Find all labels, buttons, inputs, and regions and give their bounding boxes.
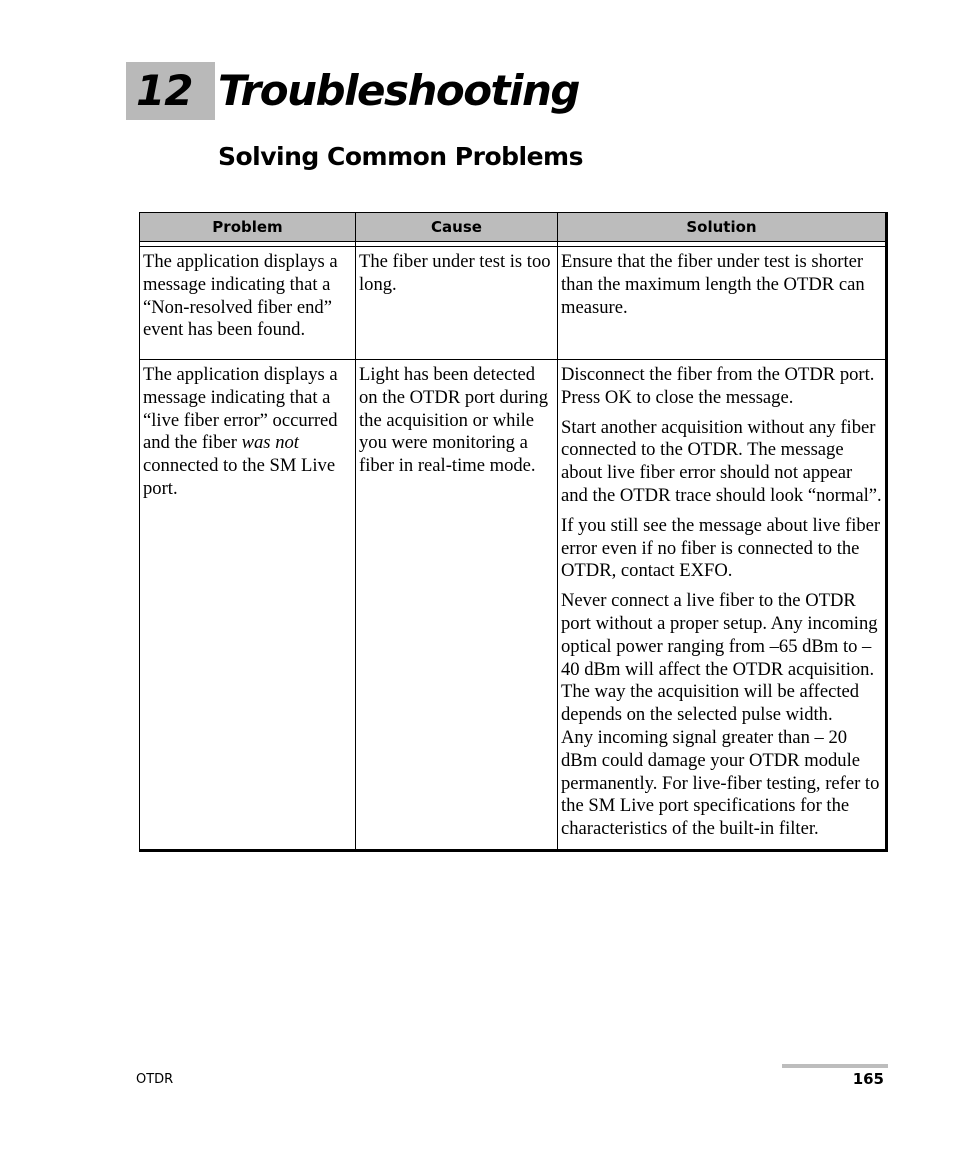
table-row	[140, 247, 887, 360]
problem-emphasis: was not	[241, 432, 299, 454]
chapter-title: Troubleshooting	[218, 66, 579, 115]
solution-paragraph: Ensure that the fiber under test is shorter than the maximum length the OTDR can measure.	[561, 251, 865, 318]
header-cause: Cause	[356, 213, 558, 242]
solution-cell	[558, 247, 887, 360]
problem-cell: The application displays a message indicating that a “Non-resolved fiber end” event has been found.	[140, 247, 356, 360]
section-title: Solving Common Problems	[218, 142, 583, 171]
problem-cell	[140, 360, 356, 851]
solution-paragraph: Never connect a live fiber to the OTDR port without a proper setup. Any incoming optical power ranging from –65 dBm to –40 dBm will affect the OTDR acquisition. The way the acquisition will be affected depends on the selected pulse width.	[561, 590, 878, 726]
solution-paragraph: Start another acquisition without any fiber connected to the OTDR. The message about live fiber error should not appear and the OTDR trace should look “normal”.	[561, 416, 882, 506]
cause-cell: Light has been detected on the OTDR port during the acquisition or while you were monitoring a fiber in real-time mode.	[356, 360, 558, 851]
solution-paragraph: Disconnect the fiber from the OTDR port. Press OK to close the message.	[561, 364, 875, 408]
header-solution: Solution	[558, 213, 887, 242]
footer-product-name: OTDR	[136, 1072, 174, 1087]
problem-text: connected to the SM Live port.	[143, 455, 336, 499]
chapter-number: 12	[136, 66, 193, 115]
table-row	[140, 360, 887, 851]
solution-cell	[558, 360, 887, 851]
header-problem: Problem	[140, 213, 356, 242]
solution-paragraph: If you still see the message about live fiber error even if no fiber is connected to the OTDR, contact EXFO.	[561, 514, 881, 582]
footer-rule	[782, 1064, 888, 1068]
table-header-row	[140, 213, 887, 242]
troubleshooting-table	[139, 212, 888, 852]
cause-cell: The fiber under test is too long.	[356, 247, 558, 360]
solution-paragraph: Any incoming signal greater than – 20 dBm could damage your OTDR module permanently. For live-fiber testing, refer to the SM Live port specifications for the characteristics of the built-in filter.	[561, 726, 880, 840]
problem-text: The application displays a message indicating that a “live fiber error” occurred and the fiber	[143, 364, 338, 454]
page-number: 165	[852, 1070, 884, 1088]
